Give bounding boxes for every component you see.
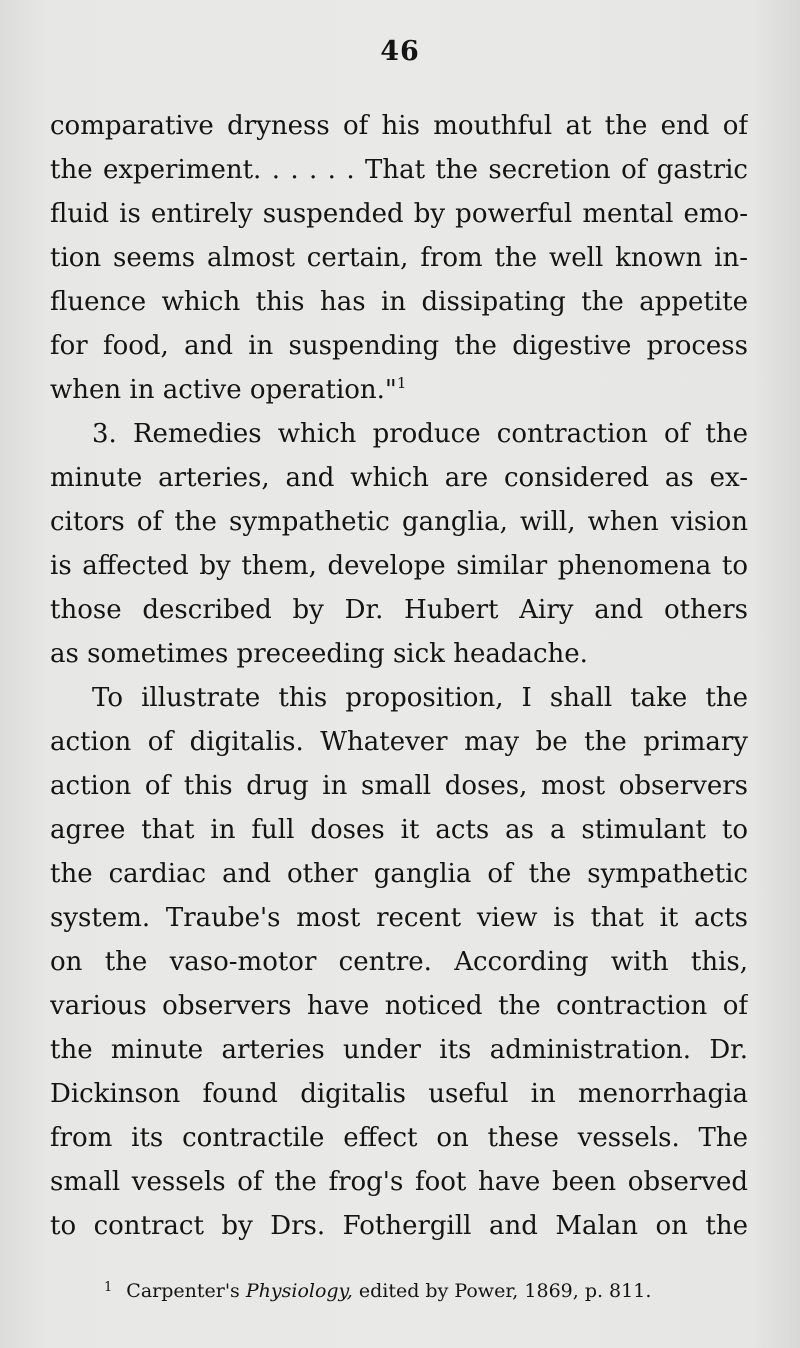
text-line-content: the cardiac and other ganglia of the sympathetic [50, 859, 748, 889]
text-line [50, 456, 748, 500]
text-line [50, 632, 748, 676]
text-line [50, 808, 748, 852]
text-line [50, 236, 748, 280]
text-line [50, 940, 748, 984]
text-line [50, 852, 748, 896]
text-line-content: various observers have noticed the contraction of [50, 991, 748, 1021]
footnote-text-after: edited by Power, 1869, p. 811. [352, 1280, 652, 1302]
text-line-content: to contract by Drs. Fothergill and Malan on the [50, 1211, 748, 1241]
footnote [104, 1276, 744, 1303]
text-line-content: 3. Remedies which produce contraction of the [92, 419, 748, 449]
footnote-reference: 1 [396, 374, 407, 392]
text-line-content: agree that in full doses it acts as a stimulant to [50, 815, 748, 845]
text-line [50, 676, 748, 720]
text-line [50, 148, 748, 192]
text-line [50, 324, 748, 368]
text-line [50, 412, 748, 456]
text-line [50, 280, 748, 324]
text-line-content: on the vaso-motor centre. According with this, [50, 947, 748, 977]
body-text [50, 104, 748, 1248]
text-line-content: those described by Dr. Hubert Airy and others [50, 595, 748, 625]
text-line-content: for food, and in suspending the digestive process [50, 331, 748, 361]
text-line [50, 1028, 748, 1072]
page-number: 46 [380, 36, 420, 67]
text-line [50, 192, 748, 236]
text-line [50, 1160, 748, 1204]
text-line-content: minute arteries, and which are considered as ex- [50, 463, 748, 493]
text-line-content: comparative dryness of his mouthful at the end of [50, 111, 748, 141]
text-line [50, 1072, 748, 1116]
footnote-title: Physiology, [245, 1280, 353, 1302]
text-line [50, 104, 748, 148]
text-line [50, 500, 748, 544]
footnote-text-before: Carpenter's [126, 1280, 246, 1302]
text-line-content: action of digitalis. Whatever may be the primary [50, 727, 748, 757]
text-line-content: tion seems almost certain, from the well known in- [50, 243, 748, 273]
footnote-marker: 1 [104, 1280, 113, 1295]
text-line [50, 720, 748, 764]
text-line-content: action of this drug in small doses, most observers [50, 771, 748, 801]
text-line [50, 984, 748, 1028]
text-line-content: To illustrate this proposition, I shall take the [92, 683, 748, 713]
text-line-content: fluence which this has in dissipating the appetite [50, 287, 748, 317]
text-line [50, 764, 748, 808]
text-line [50, 588, 748, 632]
text-line-content: fluid is entirely suspended by powerful mental emo- [50, 199, 748, 229]
text-line-content: from its contractile effect on these vessels. The [50, 1123, 748, 1153]
text-line-content: system. Traube's most recent view is that it acts [50, 903, 748, 933]
text-line-content: as sometimes preceeding sick headache. [50, 639, 588, 669]
text-line-content: is affected by them, develope similar phenomena to [50, 551, 748, 581]
text-line-content: the experiment. . . . . . That the secretion of gastric [50, 155, 748, 185]
text-line-content: citors of the sympathetic ganglia, will, when vision [50, 507, 748, 537]
text-line-content: the minute arteries under its administration. Dr. [50, 1035, 748, 1065]
text-line-content: Dickinson found digitalis useful in menorrhagia [50, 1079, 748, 1109]
text-line [50, 1204, 748, 1248]
text-line [50, 896, 748, 940]
text-line-content: small vessels of the frog's foot have been observed [50, 1167, 748, 1197]
text-line [50, 544, 748, 588]
text-line-content: when in active operation." [50, 375, 397, 405]
text-line [50, 1116, 748, 1160]
text-line [50, 368, 748, 412]
